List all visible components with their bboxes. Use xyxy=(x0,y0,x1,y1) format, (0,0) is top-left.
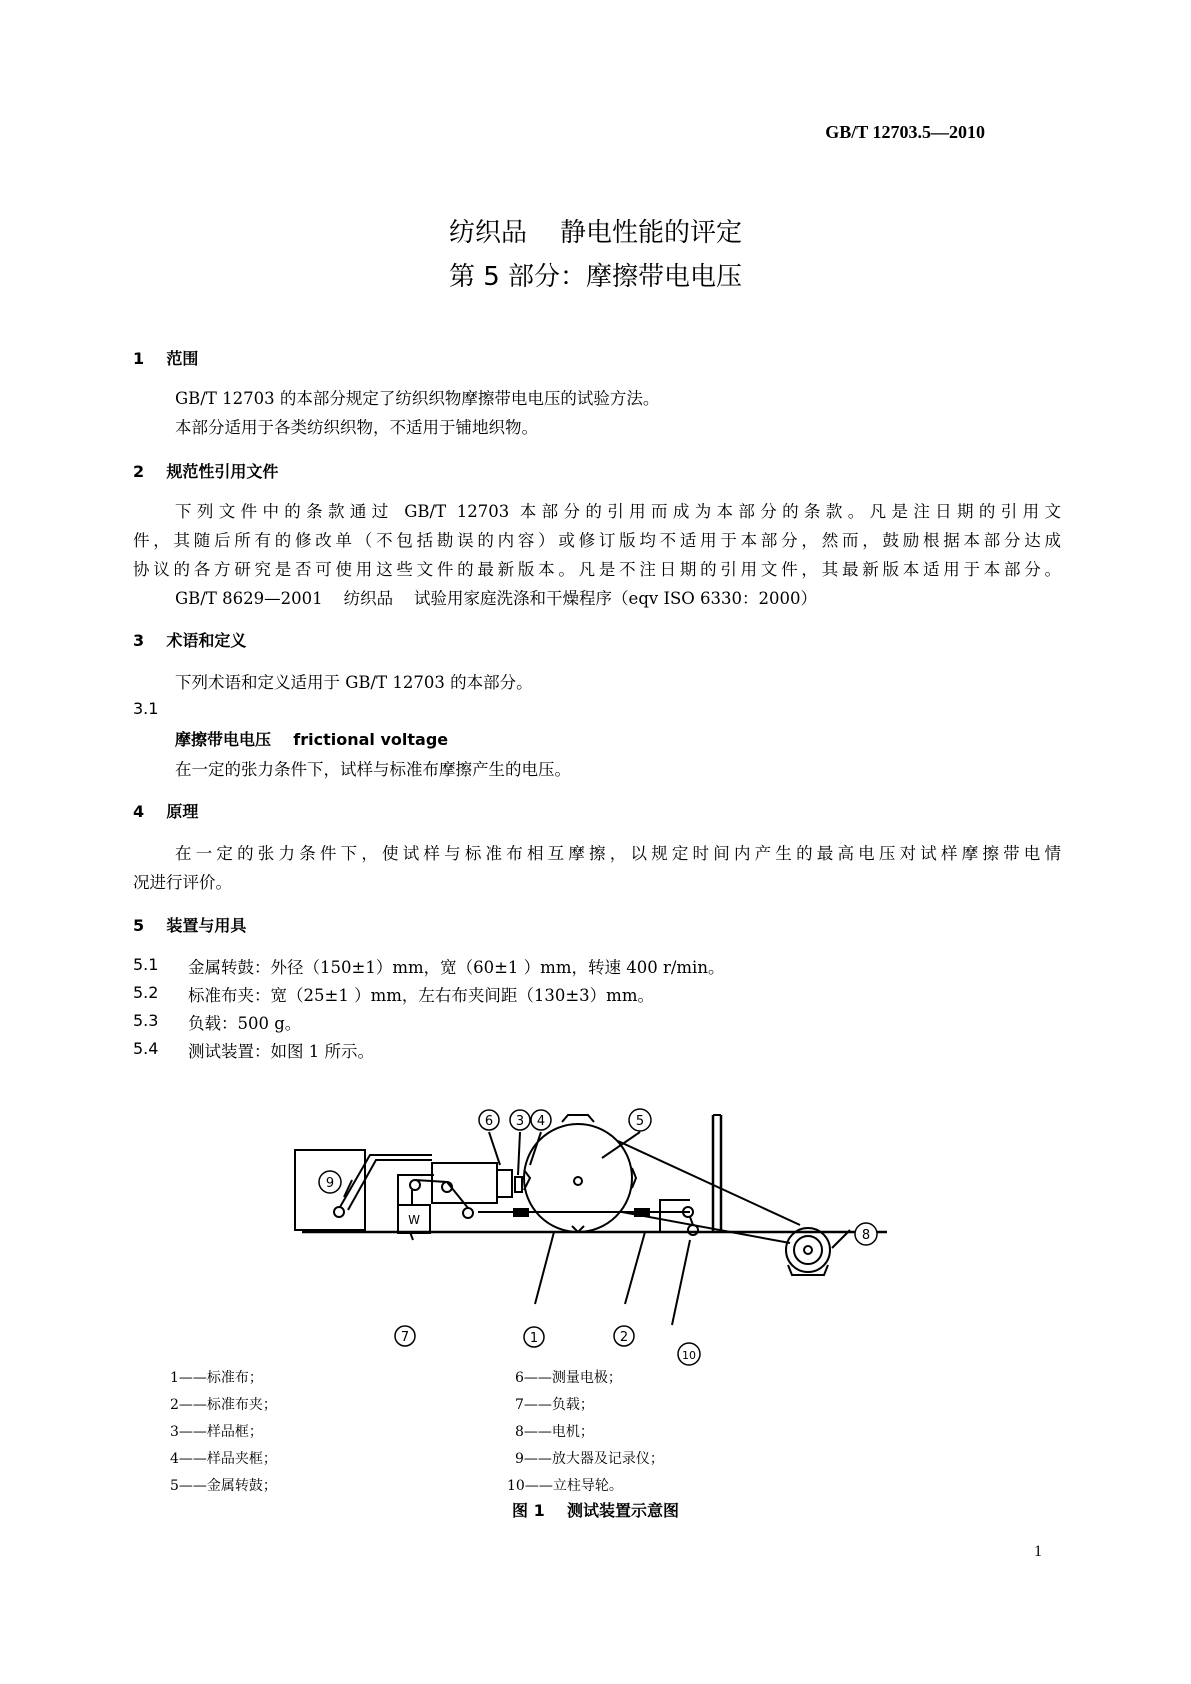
legend-item-5: 5——金属转鼓； xyxy=(170,1478,277,1494)
term-definition: 在一定的张力条件下，试样与标准布摩擦产生的电压。 xyxy=(175,760,571,779)
item-5-2-text: 标准布夹：宽（25±1 ）mm，左右布夹间距（130±3）mm。 xyxy=(188,986,654,1005)
callout-9-label: 9 xyxy=(325,1176,335,1191)
item-5-3-text: 负载：500 g。 xyxy=(188,1014,302,1033)
item-5-4-text: 测试装置：如图 1 所示。 xyxy=(188,1042,374,1061)
callout-4-label: 4 xyxy=(536,1114,546,1129)
section-1-heading: 1 范围 xyxy=(133,349,199,368)
legend-item-10: 10——立柱导轮。 xyxy=(507,1478,623,1494)
figure-caption: 图 1 测试装置示意图 xyxy=(512,1501,679,1520)
section-2-line-3: 协议的各方研究是否可使用这些文件的最新版本。凡是不注日期的引用文件，其最新版本适用于本部分。 xyxy=(133,560,1061,579)
section-2-heading: 2 规范性引用文件 xyxy=(133,462,279,481)
callout-6-label: 6 xyxy=(484,1114,494,1129)
legend-item-8: 8——电机； xyxy=(515,1424,594,1440)
callout-2-label: 2 xyxy=(619,1330,629,1345)
item-5-3-number: 5.3 xyxy=(133,1011,159,1030)
section-4-line-1: 在一定的张力条件下，使试样与标准布相互摩擦，以规定时间内产生的最高电压对试样摩擦带电情 xyxy=(175,844,1061,863)
item-5-2-number: 5.2 xyxy=(133,983,159,1002)
item-5-1-number: 5.1 xyxy=(133,955,159,974)
legend-item-7: 7——负载； xyxy=(515,1397,594,1413)
callout-3-label: 3 xyxy=(515,1114,525,1129)
section-3-para-1: 下列术语和定义适用于 GB/T 12703 的本部分。 xyxy=(175,673,533,692)
title-line-1: 纺织品 静电性能的评定 xyxy=(448,218,743,248)
load-weight-label: W xyxy=(408,1213,420,1227)
callout-5-label: 5 xyxy=(635,1114,645,1129)
standard-number: GB/T 12703.5—2010 xyxy=(825,122,985,142)
section-3-heading: 3 术语和定义 xyxy=(133,631,247,650)
section-1-para-1: GB/T 12703 的本部分规定了纺织织物摩擦带电电压的试验方法。 xyxy=(175,389,660,408)
callout-8-label: 8 xyxy=(861,1228,871,1243)
title-line-2: 第 5 部分：摩擦带电电压 xyxy=(448,262,743,292)
page-number: 1 xyxy=(1034,1543,1042,1560)
section-2-line-2: 件，其随后所有的修改单（不包括勘误的内容）或修订版均不适用于本部分，然而，鼓励根据本部分达成 xyxy=(133,531,1061,550)
legend-item-2: 2——标准布夹； xyxy=(170,1397,277,1413)
legend-item-3: 3——样品框； xyxy=(170,1424,263,1440)
item-5-4-number: 5.4 xyxy=(133,1039,159,1058)
section-5-heading: 5 装置与用具 xyxy=(133,916,247,935)
callout-10-label: 10 xyxy=(682,1349,696,1362)
section-1-para-2: 本部分适用于各类纺织织物，不适用于铺地织物。 xyxy=(175,418,538,437)
term-frictional-voltage: 摩擦带电电压 frictional voltage xyxy=(175,730,449,749)
item-5-1-text: 金属转鼓：外径（150±1）mm，宽（60±1 ）mm，转速 400 r/min。 xyxy=(188,958,725,977)
section-4-line-2: 况进行评价。 xyxy=(133,873,232,892)
callout-7-label: 7 xyxy=(400,1330,410,1345)
normative-reference: GB/T 8629—2001 纺织品 试验用家庭洗涤和干燥程序（eqv ISO 6330：2000） xyxy=(175,589,818,608)
section-2-line-1: 下列文件中的条款通过 GB/T 12703 本部分的引用而成为本部分的条款。凡是注日期的引用文 xyxy=(175,502,1061,521)
legend-item-6: 6——测量电极； xyxy=(515,1370,622,1386)
legend-item-1: 1——标准布； xyxy=(170,1370,263,1386)
section-4-heading: 4 原理 xyxy=(133,802,199,821)
legend-item-9: 9——放大器及记录仪； xyxy=(515,1451,664,1467)
clause-3-1-number: 3.1 xyxy=(133,699,159,718)
legend-item-4: 4——样品夹框； xyxy=(170,1451,277,1467)
callout-1-label: 1 xyxy=(529,1331,539,1346)
